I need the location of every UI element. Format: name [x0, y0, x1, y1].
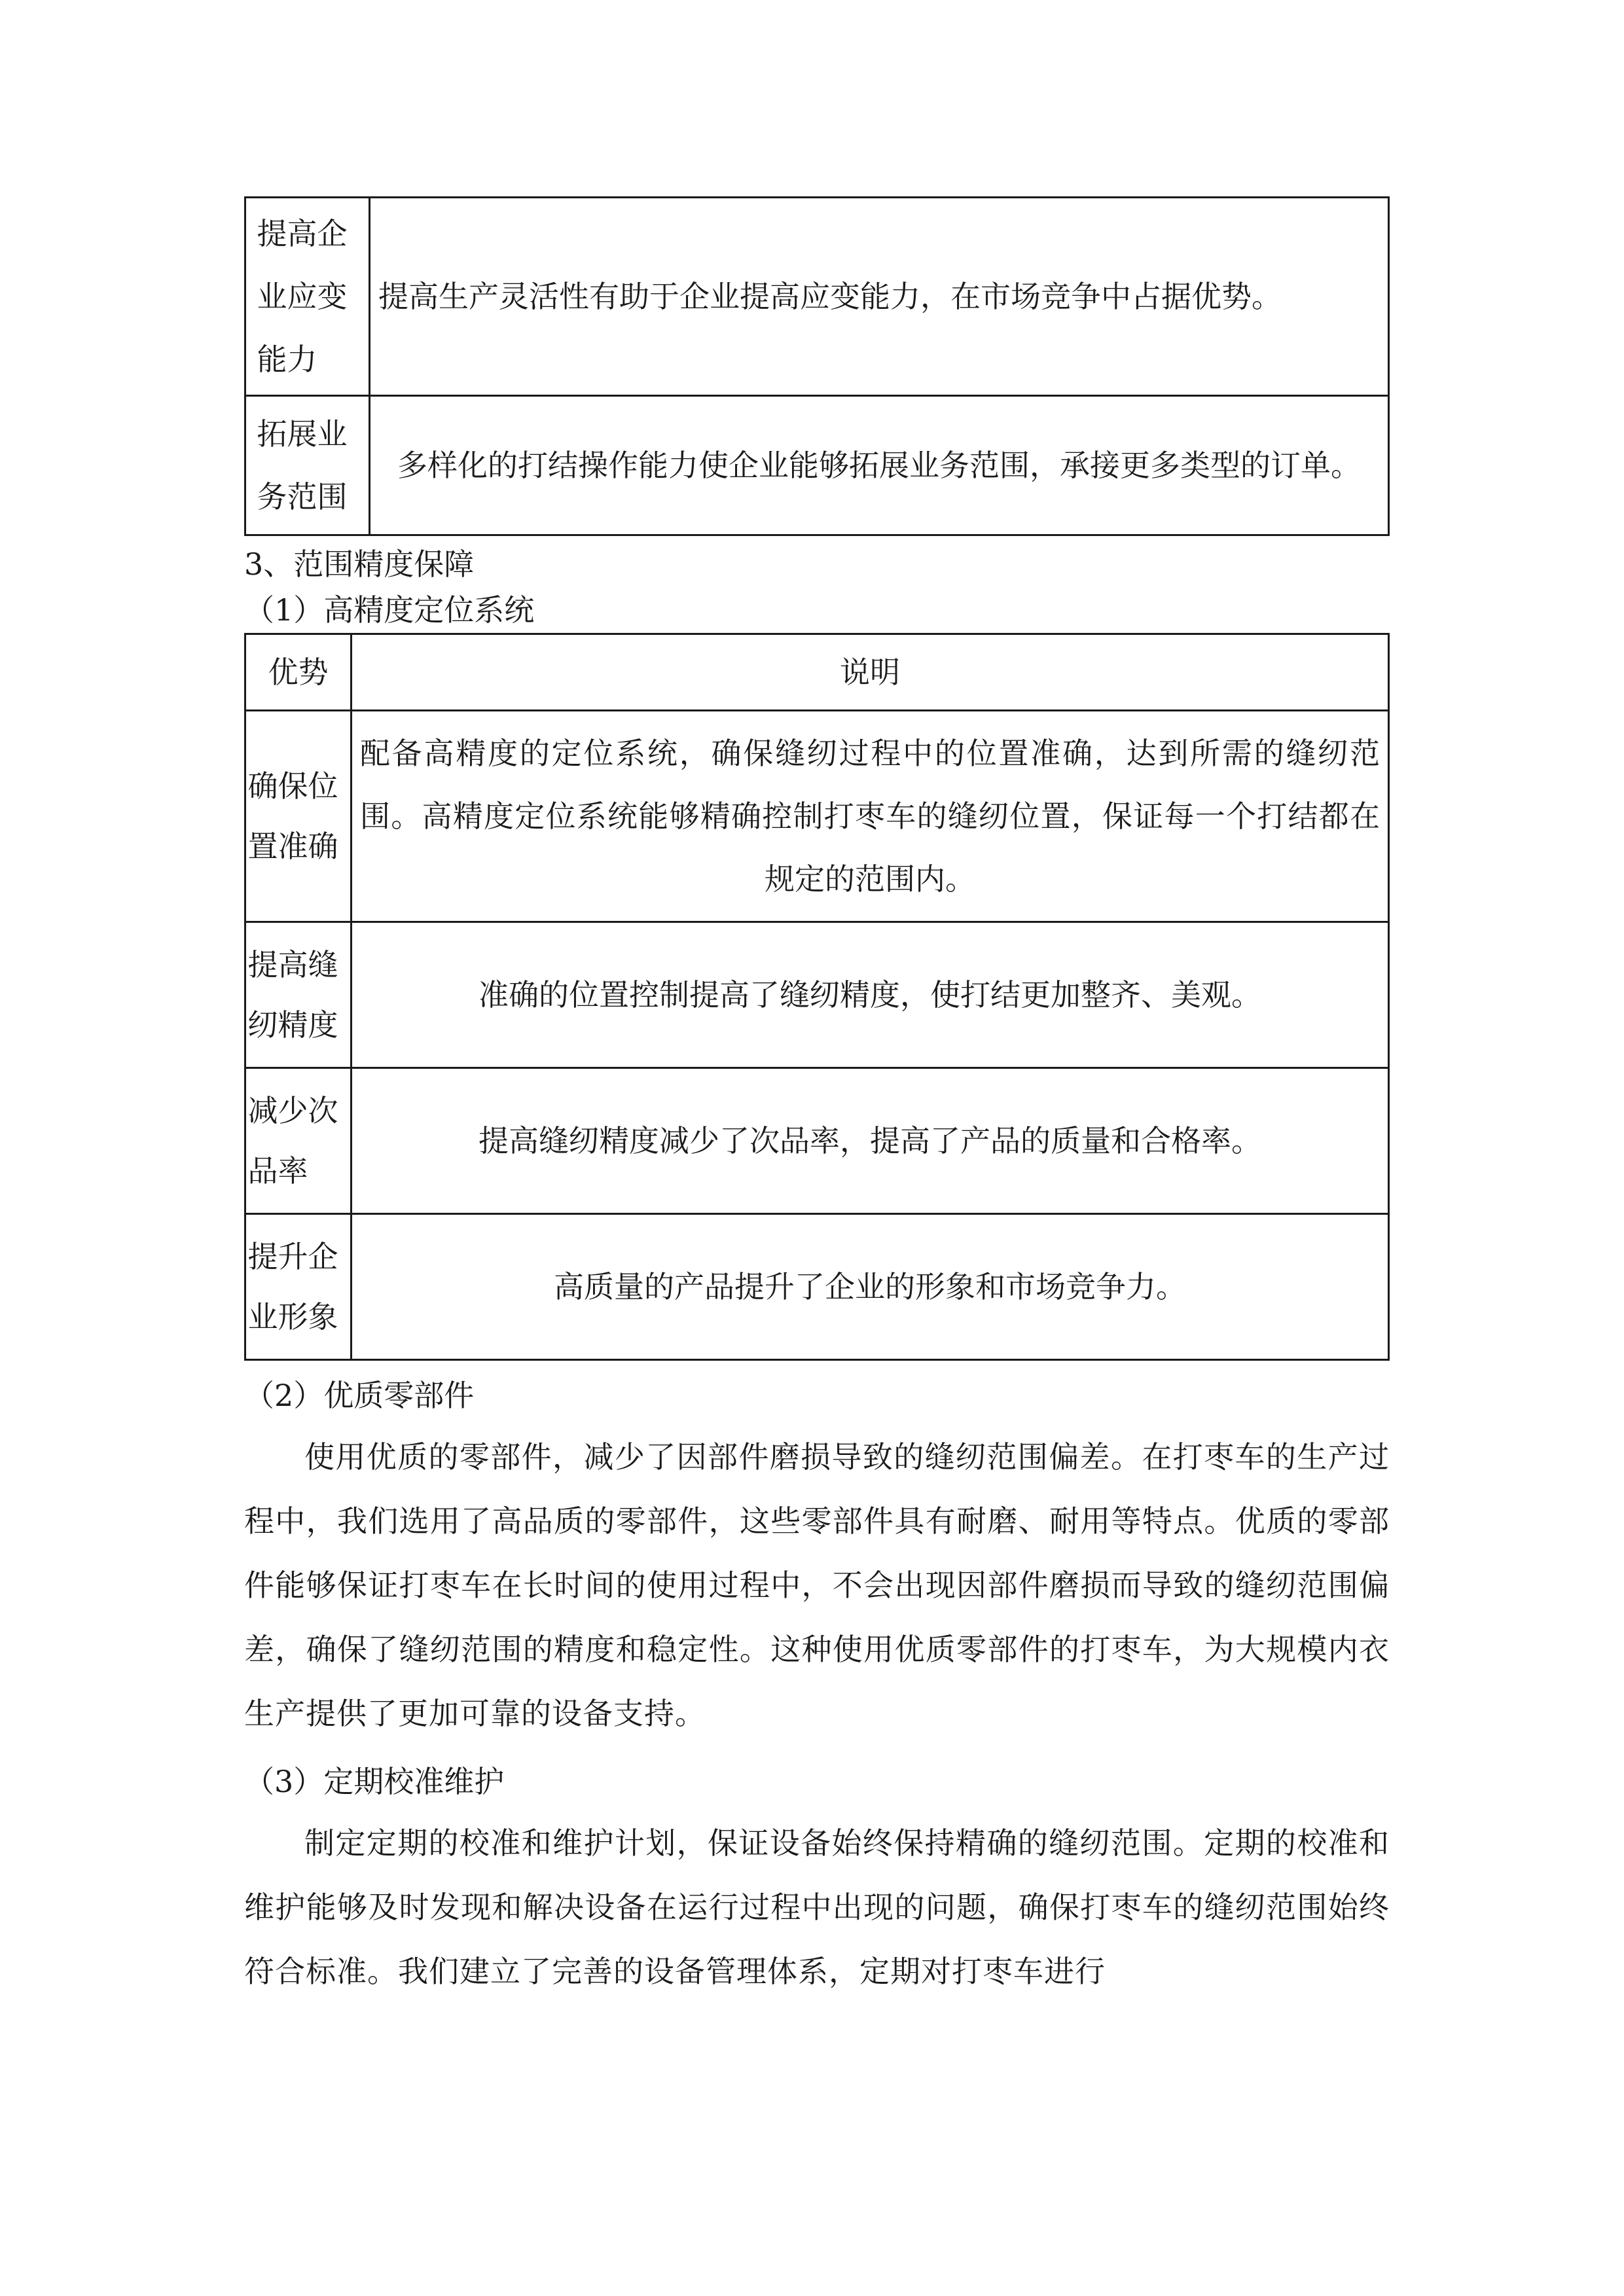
section-heading: 3、范围精度保障 [244, 547, 475, 582]
table-row [245, 198, 1389, 396]
subsection-heading: （1）高精度定位系统 [244, 592, 535, 628]
positioning-advantages-table [244, 633, 1390, 1361]
column-header-advantage: 优势 [245, 634, 352, 711]
table-row [245, 1068, 1389, 1214]
row-label: 确保位 置准确 [245, 711, 352, 922]
row-label: 拓展业 务范围 [245, 396, 370, 535]
table-row [245, 396, 1389, 535]
row-label: 减少次 品率 [245, 1068, 352, 1214]
row-description: 提高缝纫精度减少了次品率，提高了产品的质量和合格率。 [352, 1068, 1389, 1214]
table-row [245, 1214, 1389, 1360]
column-header-description: 说明 [352, 634, 1389, 711]
row-description: 配备高精度的定位系统，确保缝纫过程中的位置准确，达到所需的缝纫范围。高精度定位系统能够精确控制打枣车的缝纫位置，保证每一个打结都在规定的范围内。 [352, 711, 1389, 922]
table-header-row [245, 634, 1389, 711]
row-label: 提升企 业形象 [245, 1214, 352, 1360]
row-description: 高质量的产品提升了企业的形象和市场竞争力。 [352, 1214, 1389, 1360]
row-description: 提高生产灵活性有助于企业提高应变能力，在市场竞争中占据优势。 [370, 198, 1389, 396]
body-paragraph: 制定定期的校准和维护计划，保证设备始终保持精确的缝纫范围。定期的校准和维护能够及时发现和解决设备在运行过程中出现的问题，确保打枣车的缝纫范围始终符合标准。我们建立了完善的设备管理体系，定期对打枣车进行 [244, 1825, 1390, 1989]
row-description: 准确的位置控制提高了缝纫精度，使打结更加整齐、美观。 [352, 922, 1389, 1068]
subsection-heading: （2）优质零部件 [244, 1378, 475, 1413]
page-body [244, 196, 1390, 2003]
row-label: 提高缝 纫精度 [245, 922, 352, 1068]
row-label: 提高企 业应变 能力 [245, 198, 370, 396]
subsection-heading: （3）定期校准维护 [244, 1764, 505, 1799]
benefits-table-continued [244, 196, 1390, 536]
body-paragraph: 使用优质的零部件，减少了因部件磨损导致的缝纫范围偏差。在打枣车的生产过程中，我们选用了高品质的零部件，这些零部件具有耐磨、耐用等特点。优质的零部件能够保证打枣车在长时间的使用过程中，不会出现因部件磨损而导致的缝纫范围偏差，确保了缝纫范围的精度和稳定性。这种使用优质零部件的打枣车，为大规模内衣生产提供了更加可靠的设备支持。 [244, 1439, 1390, 1731]
table-row [245, 922, 1389, 1068]
row-description: 多样化的打结操作能力使企业能够拓展业务范围，承接更多类型的订单。 [370, 396, 1389, 535]
table-row [245, 711, 1389, 922]
